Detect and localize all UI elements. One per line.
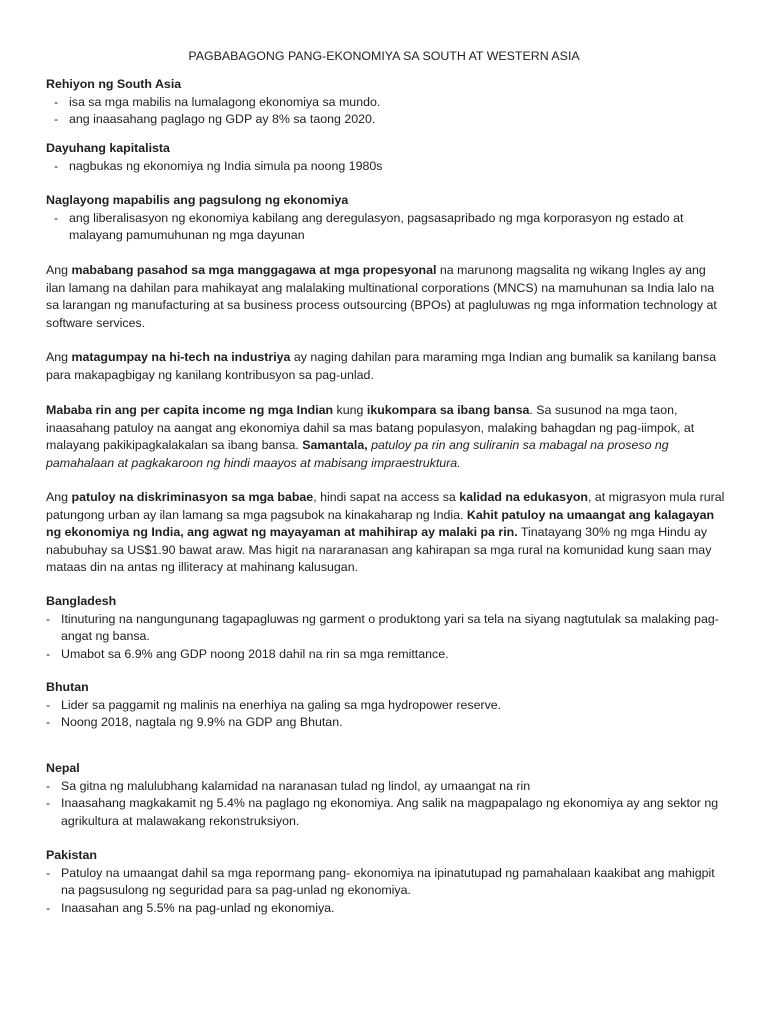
section-heading: Pakistan bbox=[46, 848, 97, 862]
document-title: PAGBABAGONG PANG-EKONOMIYA SA SOUTH AT WESTERN ASIA bbox=[188, 49, 580, 63]
paragraph-hitech bbox=[46, 349, 726, 384]
section-heading: Bhutan bbox=[46, 680, 89, 694]
text: , at migrasyon mula rural patungong urban ay ilan lamang sa mga pagsubok na kinakaharap ng India. bbox=[46, 490, 725, 522]
section-pakistan bbox=[46, 847, 726, 917]
section-nepal bbox=[46, 760, 726, 830]
list-item: - Noong 2018, nagtala ng 9.9% na GDP ang Bhutan. bbox=[46, 714, 726, 732]
section-heading: Bangladesh bbox=[46, 594, 117, 608]
list-item: - Sa gitna ng malulubhang kalamidad na naranasan tulad ng lindol, ay umaangat na rin bbox=[46, 778, 726, 796]
list-item: - nagbukas ng ekonomiya ng India simula pa noong 1980s bbox=[54, 158, 726, 176]
list-item: - Inaasahang magkakamit ng 5.4% na paglago ng ekonomiya. Ang salik na magpapalago ng ekonomiya ay ang sektor ng agrikultura at malawakang rekonstruksiyon. bbox=[46, 795, 726, 830]
section-south-asia bbox=[46, 76, 726, 129]
section-bangladesh bbox=[46, 593, 726, 663]
section-heading: Dayuhang kapitalista bbox=[46, 141, 170, 155]
list-item: - Itinuturing na nangungunang tagapagluwas ng garment o produktong yari sa tela na siyang nagtutulak sa malaking pag-angat ng bansa. bbox=[46, 611, 726, 646]
bold-text: Samantala, bbox=[302, 438, 368, 452]
bold-text: ikukompara sa ibang bansa bbox=[366, 403, 530, 417]
paragraph-wages bbox=[46, 262, 726, 332]
text: ay naging dahilan para maraming mga Indian ang bumalik sa kanilang bansa para makapagbigay ng kanilang kontribusyon sa pag-unlad. bbox=[46, 350, 717, 382]
paragraph-discrimination bbox=[46, 489, 726, 577]
section-capitalist bbox=[46, 140, 726, 175]
bold-text: patuloy na diskriminasyon sa mga babae bbox=[71, 490, 314, 504]
section-heading: Rehiyon ng South Asia bbox=[46, 77, 182, 91]
text: , hindi sapat na access sa bbox=[313, 490, 460, 504]
section-heading: Naglayong mapabilis ang pagsulong ng ekonomiya bbox=[46, 193, 349, 207]
text: na marunong magsalita ng wikang Ingles ay ang ilan lamang na dahilan para mahikayat ang malalaking multinational corporations (MNCS) na mamuhunan sa India lalo na sa larangan ng manufacturing at sa business process outsourcing (BPOs) at pagluluwas ng mga information technology at software services. bbox=[46, 263, 717, 330]
list-item: - isa sa mga mabilis na lumalagong ekonomiya sa mundo. bbox=[54, 94, 726, 112]
list-item: - ang liberalisasyon ng ekonomiya kabilang ang deregulasyon, pagsasapribado ng mga korporasyon ng estado at malayang pamumuhunan ng mga dayunan bbox=[54, 210, 709, 245]
section-heading: Nepal bbox=[46, 761, 80, 775]
list-item: - Patuloy na umaangat dahil sa mga repormang pang- ekonomiya na ipinatutupad ng pamahalaan kaakibat ang mahigpit na pagsusulong ng seguridad para sa pag-unlad ng ekonomiya. bbox=[46, 865, 726, 900]
bold-text: Kahit patuloy na umaangat ang kalagayan ng ekonomiya ng India, ang agwat ng mayayaman at mahihirap ay malaki pa rin. bbox=[46, 507, 715, 539]
italic-text: patuloy pa rin ang suliranin sa mabagal na proseso ng pamahalaan at pagkakaroon ng hindi maayos at mabisang impraestruktura. bbox=[46, 438, 669, 470]
bold-text: mababang pasahod sa mga manggagawa at mga propesyonal bbox=[71, 263, 437, 277]
text: Ang bbox=[46, 490, 72, 504]
section-growth bbox=[46, 192, 726, 245]
section-bhutan bbox=[46, 679, 726, 732]
text: Tinatayang 30% ng mga Hindu ay nabubuhay sa US$1.90 bawat araw. Mas higit na nararanasan ang kahirapan sa mga rural na komunidad kung saan may mataas din na antas ng illiteracy at mahinang kalusugan. bbox=[46, 525, 712, 574]
list-item: - Inaasahan ang 5.5% na pag-unlad ng ekonomiya. bbox=[46, 900, 726, 918]
text: kung bbox=[333, 403, 367, 417]
bold-text: matagumpay na hi-tech na industriya bbox=[71, 350, 291, 364]
list-item: - ang inaasahang paglago ng GDP ay 8% sa taong 2020. bbox=[54, 111, 726, 129]
bold-text: Mababa rin ang per capita income ng mga Indian bbox=[46, 403, 334, 417]
list-item: - Umabot sa 6.9% ang GDP noong 2018 dahil na rin sa mga remittance. bbox=[46, 646, 726, 664]
text: Ang bbox=[46, 263, 72, 277]
text: Ang bbox=[46, 350, 72, 364]
bold-text: kalidad na edukasyon bbox=[459, 490, 589, 504]
text: . Sa susunod na mga taon, inaasahang patuloy na aangat ang ekonomiya dahil sa mas batang populasyon, malaking bahagdan ng pag-iimpok, at malayang pakikipagkalakalan sa ibang bansa. bbox=[46, 403, 695, 452]
list-item: - Lider sa paggamit ng malinis na enerhiya na galing sa mga hydropower reserve. bbox=[46, 697, 726, 715]
paragraph-income bbox=[46, 402, 726, 472]
